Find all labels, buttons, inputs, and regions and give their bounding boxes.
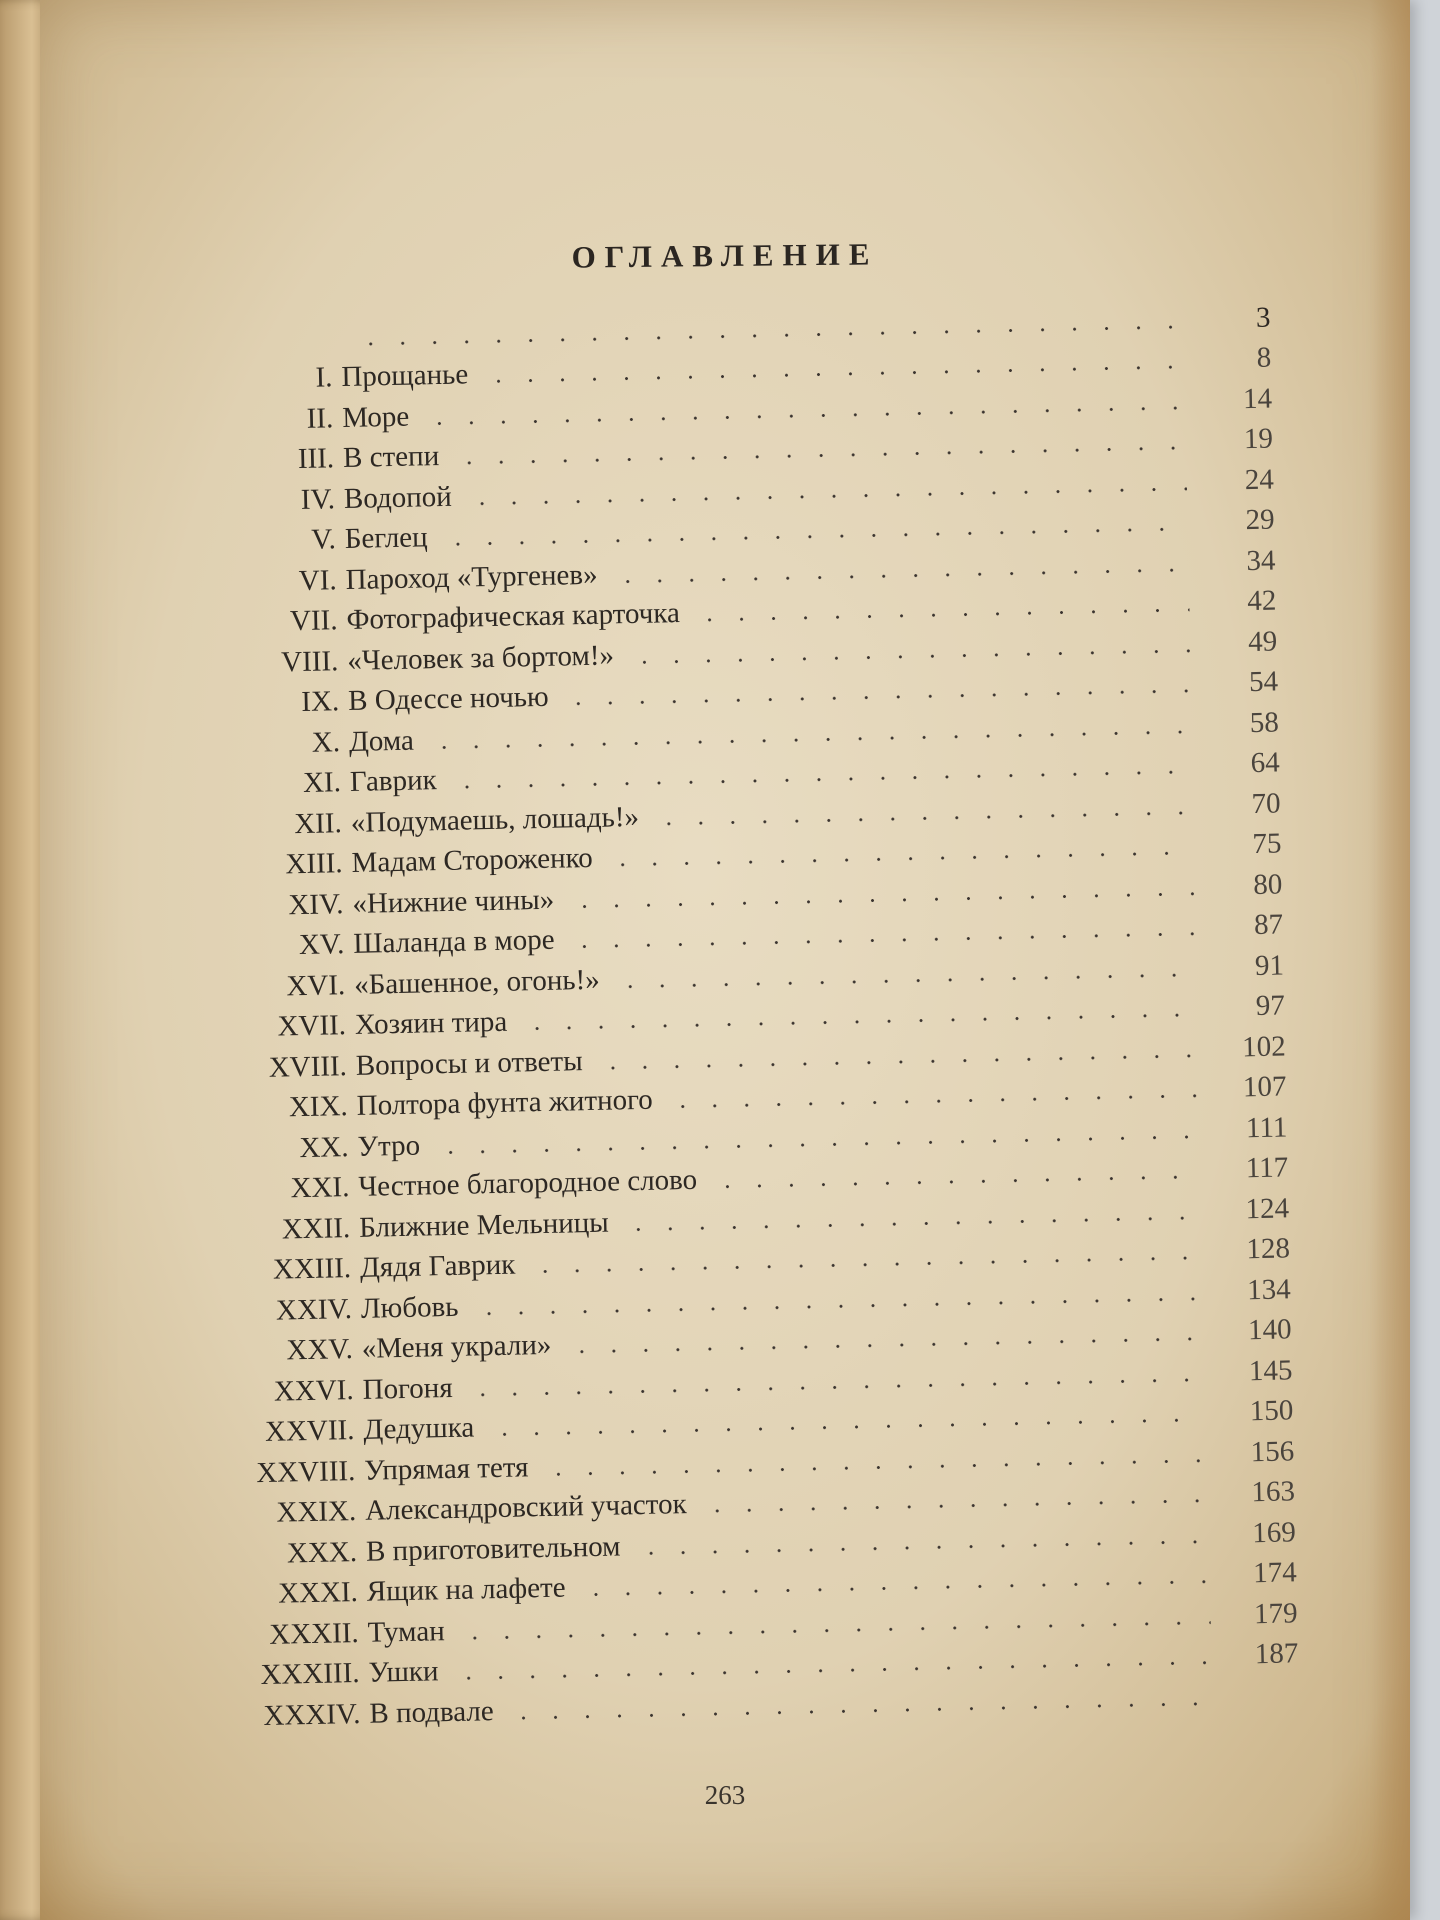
chapter-number: XIII. bbox=[285, 847, 343, 881]
chapter-title: Туман bbox=[367, 1614, 445, 1649]
chapter-number: IV. bbox=[300, 482, 336, 516]
chapter-number: I. bbox=[315, 361, 333, 394]
chapter-title: Упрямая тетя bbox=[363, 1450, 529, 1487]
chapter-page-number: 80 bbox=[1252, 867, 1283, 901]
chapter-page-number bbox=[1225, 1711, 1300, 1713]
chapter-title: Погоня bbox=[362, 1371, 453, 1406]
table-of-contents bbox=[40, 291, 1439, 1737]
chapter-number: XXVII. bbox=[264, 1414, 355, 1448]
chapter-page-number: 179 bbox=[1253, 1596, 1298, 1630]
chapter-title: Дома bbox=[348, 724, 415, 758]
chapter-title: Мадам Стороженко bbox=[351, 841, 593, 879]
chapter-page-number: 117 bbox=[1245, 1151, 1289, 1185]
chapter-page-number: 29 bbox=[1245, 503, 1275, 537]
chapter-title: «Подумаешь, лошадь!» bbox=[350, 800, 640, 839]
chapter-page-number: 140 bbox=[1247, 1313, 1292, 1347]
chapter-title: Гаврик bbox=[349, 764, 437, 798]
chapter-number: XXIV. bbox=[275, 1292, 353, 1327]
chapter-title: «Человек за бортом!» bbox=[347, 638, 615, 677]
chapter-title: В Одессе ночью bbox=[347, 680, 549, 717]
chapter-page-number: 163 bbox=[1251, 1475, 1296, 1509]
chapter-title: Ушки bbox=[368, 1655, 439, 1689]
chapter-title: Беглец bbox=[344, 521, 428, 556]
chapter-number: XXVI. bbox=[273, 1373, 354, 1408]
chapter-number: II. bbox=[306, 401, 334, 435]
chapter-page-number: 150 bbox=[1249, 1394, 1294, 1428]
chapter-page-number: 156 bbox=[1250, 1434, 1295, 1468]
chapter-title: Прощанье bbox=[341, 358, 469, 394]
chapter-page-number: 54 bbox=[1248, 665, 1279, 699]
chapter-page-number: 187 bbox=[1254, 1637, 1299, 1671]
chapter-page-number: 34 bbox=[1246, 544, 1276, 577]
dot-leader bbox=[508, 1702, 1213, 1720]
chapter-number: XX. bbox=[299, 1130, 349, 1164]
chapter-title: Дядя Гаврик bbox=[359, 1248, 516, 1284]
chapter-page-number: 91 bbox=[1254, 948, 1285, 982]
chapter-page-number: 111 bbox=[1245, 1110, 1288, 1144]
chapter-number: XXIII. bbox=[272, 1252, 352, 1286]
chapter-title: Александровский участок bbox=[364, 1488, 687, 1527]
chapter-number: XI. bbox=[302, 766, 342, 799]
chapter-title: Шаланда в море bbox=[352, 923, 555, 960]
chapter-title: Водопой bbox=[343, 480, 453, 515]
chapter-number: III. bbox=[297, 442, 335, 475]
chapter-title: Ящик на лафете bbox=[366, 1571, 566, 1608]
chapter-page-number: 8 bbox=[1256, 341, 1272, 374]
chapter-number: XXI. bbox=[290, 1171, 350, 1205]
chapter-title: Вопросы и ответы bbox=[355, 1044, 583, 1082]
chapter-page-number: 134 bbox=[1246, 1272, 1292, 1306]
chapter-page-number: 75 bbox=[1252, 827, 1282, 861]
chapter-number: IX. bbox=[301, 685, 340, 718]
chapter-page-number: 24 bbox=[1244, 463, 1275, 496]
chapter-page-number: 107 bbox=[1242, 1070, 1287, 1104]
chapter-number: X. bbox=[311, 725, 341, 759]
chapter-number: XVI. bbox=[286, 968, 346, 1002]
chapter-number: XXXI. bbox=[277, 1575, 359, 1610]
chapter-number: XXXIV. bbox=[263, 1697, 361, 1732]
dot-leader bbox=[711, 1175, 1201, 1188]
chapter-number: XXXII. bbox=[268, 1616, 360, 1651]
chapter-number: XVIII. bbox=[268, 1049, 348, 1084]
chapter-page-number: 145 bbox=[1248, 1353, 1293, 1387]
chapter-page-number: 174 bbox=[1252, 1556, 1298, 1590]
chapter-title: Фотографическая карточка bbox=[346, 597, 681, 636]
chapter-title: Полтора фунта житного bbox=[356, 1083, 654, 1122]
chapter-title: Любовь bbox=[360, 1290, 459, 1325]
chapter-number: VIII. bbox=[280, 644, 339, 678]
toc-entries bbox=[41, 331, 1440, 1736]
chapter-number: VI. bbox=[298, 563, 338, 597]
chapter-page-number: 128 bbox=[1246, 1232, 1291, 1266]
chapter-title: Дедушка bbox=[363, 1411, 475, 1446]
chapter-title: «Меня украли» bbox=[361, 1328, 552, 1365]
chapter-page-number: 87 bbox=[1253, 908, 1284, 942]
chapter-title: Ближние Мельницы bbox=[358, 1206, 610, 1244]
chapter-title: В степи bbox=[342, 440, 440, 475]
chapter-number: XXX. bbox=[286, 1535, 358, 1569]
chapter-title: Честное благородное слово bbox=[358, 1163, 698, 1203]
page-folio: 263 bbox=[704, 1780, 746, 1810]
chapter-page-number: 19 bbox=[1243, 422, 1274, 456]
chapter-title: «Башенное, огонь!» bbox=[353, 963, 601, 1001]
chapter-title: Хозяин тира bbox=[354, 1005, 508, 1041]
book-page bbox=[40, 0, 1410, 1920]
chapter-title: В подвале bbox=[369, 1694, 495, 1730]
chapter-page-number: 42 bbox=[1246, 584, 1277, 618]
chapter-number: XVII. bbox=[277, 1009, 347, 1043]
chapter-number: XXIX. bbox=[276, 1494, 357, 1529]
chapter-title: Море bbox=[341, 400, 410, 434]
chapter-number: VII. bbox=[289, 604, 338, 638]
contents-heading: ОГЛАВЛЕНИЕ bbox=[571, 236, 879, 275]
chapter-number: XXXIII. bbox=[260, 1656, 360, 1692]
chapter-title: «Нижние чины» bbox=[352, 883, 555, 920]
dot-leader bbox=[694, 608, 1190, 621]
chapter-number: XIV. bbox=[288, 887, 344, 921]
chapter-number: XXV. bbox=[286, 1333, 354, 1367]
chapter-page-number: 58 bbox=[1249, 705, 1280, 739]
chapter-number: XXII. bbox=[281, 1211, 351, 1245]
intro-page-number: 3 bbox=[1255, 301, 1271, 334]
chapter-page-number: 97 bbox=[1255, 989, 1286, 1023]
chapter-page-number: 124 bbox=[1245, 1191, 1290, 1225]
chapter-title: В приготовительном bbox=[365, 1529, 621, 1568]
dot-leader bbox=[701, 1499, 1208, 1513]
chapter-page-number: 64 bbox=[1250, 746, 1281, 780]
chapter-page-number: 49 bbox=[1247, 625, 1278, 658]
chapter-number: XXVIII. bbox=[255, 1454, 356, 1489]
chapter-number: XV. bbox=[298, 928, 345, 962]
chapter-title: Пароход «Тургенев» bbox=[345, 558, 598, 596]
chapter-title: Утро bbox=[357, 1129, 421, 1163]
chapter-page-number: 102 bbox=[1241, 1029, 1286, 1063]
chapter-number: V. bbox=[311, 523, 337, 556]
chapter-number: XII. bbox=[293, 806, 343, 840]
chapter-number: XIX. bbox=[288, 1090, 349, 1124]
chapter-page-number: 70 bbox=[1251, 786, 1281, 820]
chapter-page-number: 169 bbox=[1251, 1515, 1297, 1549]
chapter-page-number: 14 bbox=[1242, 382, 1273, 415]
